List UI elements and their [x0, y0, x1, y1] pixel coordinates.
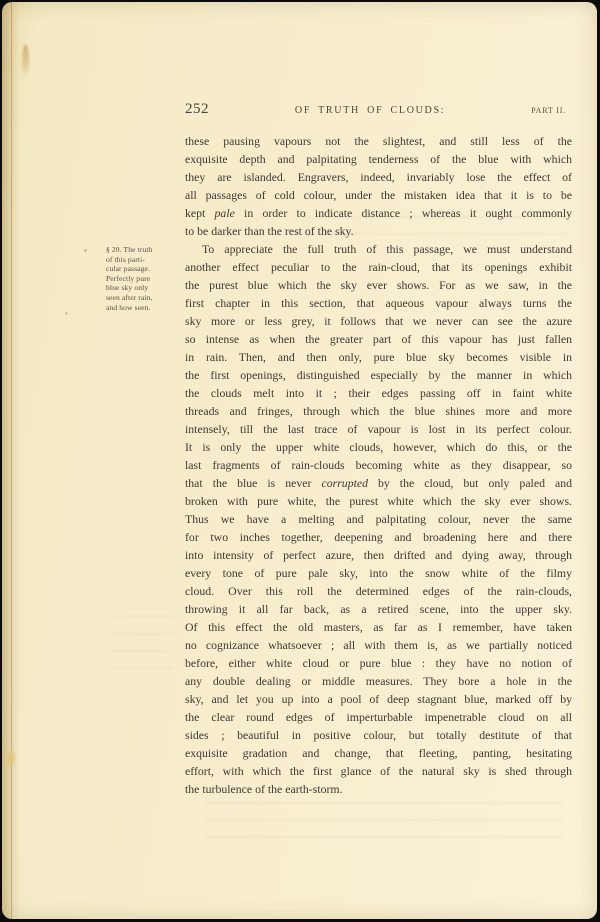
text-line: broken with pure white, the purest white which the sky ever shows.	[185, 494, 572, 508]
text-line: another effect peculiar to the rain-cloud, that its openings exhibit	[185, 260, 572, 274]
text-line: intensely, till the last trace of vapour is lost in its perfect colour.	[185, 422, 572, 436]
text-line: before, either white cloud or pure blue : they have no notion of	[185, 656, 572, 670]
part-label: PART II.	[531, 106, 566, 115]
foxing-speck	[22, 44, 29, 78]
text-line: exquisite gradation and change, that fleeting, panting, hesitating	[185, 746, 572, 760]
text-line: and how seen.	[106, 302, 151, 312]
text-line: § 20. The truth	[106, 245, 153, 254]
text-line: for two inches together, deepening and broadening here and there	[185, 530, 572, 544]
book-page-scan	[2, 2, 597, 919]
text-line: sky, and let you up into a pool of deep stagnant blue, marked off by	[185, 692, 572, 706]
text-line: any double dealing or middle measures. They bore a hole in the	[185, 674, 572, 688]
text-line: threads and fringes, through which the blue shines more and more	[185, 404, 572, 418]
text-line: the purest blue which the sky ever shows. For as we saw, in the	[185, 278, 572, 292]
text-line: cular passage.	[106, 264, 150, 274]
showthrough-smudge	[112, 616, 174, 672]
text-line: into intensity of perfect azure, then drifted and dying away, through	[185, 548, 572, 562]
text-line: the clear round edges of imperturbable impenetrable cloud on all	[185, 710, 572, 724]
text-line: they are islanded. Engravers, indeed, invariably lose the effect of	[185, 170, 572, 184]
page-number: 252	[185, 101, 209, 117]
binding-crease	[11, 2, 12, 919]
text-line: effort, with which the first glance of the natural sky is shed through	[185, 764, 572, 778]
paragraph	[185, 132, 572, 240]
text-line: the turbulence of the earth-storm.	[185, 782, 343, 796]
text-line: sides ; beautiful in positive colour, but totally destitute of that	[185, 728, 572, 742]
text-line: these pausing vapours not the slightest, and still less of the	[185, 134, 572, 148]
text-line: blue sky only	[106, 283, 149, 293]
text-line: first chapter in this section, that aqueous vapour always turns the	[185, 296, 572, 310]
paragraph	[185, 240, 572, 798]
page-header	[185, 101, 572, 118]
text-line: in rain. Then, and then only, pure blue sky becomes visible in	[185, 350, 572, 364]
text-line: seen after rain,	[106, 292, 153, 302]
foxing-speck	[84, 249, 87, 252]
text-line: of this parti-	[106, 254, 145, 264]
text-line: all passages of cold colour, under the mistaken idea that it is to be	[185, 188, 572, 202]
showthrough-smudge	[207, 802, 562, 844]
text-line: so intense as when the greater part of this vapour has just fallen	[185, 332, 572, 346]
foxing-speck	[65, 312, 68, 315]
text-line: To appreciate the full truth of this passage, we must understand	[202, 242, 572, 256]
text-line: to be darker than the rest of the sky.	[185, 224, 354, 238]
margin-note	[106, 245, 184, 312]
text-line: Thus we have a melting and palpitating colour, never the same	[185, 512, 572, 526]
running-title: OF TRUTH OF CLOUDS:	[294, 105, 446, 116]
text-line: the clouds melt into it ; their edges passing off in faint white	[185, 386, 572, 400]
text-line: sky more or less grey, it follows that we never can see the azure	[185, 314, 572, 328]
text-line: kept pale in order to indicate distance ; whereas it ought commonly	[185, 206, 572, 220]
text-line: every tone of pure pale sky, into the snow white of the filmy	[185, 566, 572, 580]
text-line: last fragments of rain-clouds becoming white as they disappear, so	[185, 458, 572, 472]
text-line: Perfectly pure	[106, 273, 151, 283]
body-text	[185, 132, 572, 798]
text-line: Of this effect the old masters, as far as I remember, have taken	[185, 620, 572, 634]
text-line: no cognizance whatsoever ; all with them is, as we partially noticed	[185, 638, 572, 652]
text-line: It is only the upper white clouds, however, which do this, or the	[185, 440, 572, 454]
text-line: throwing it all far back, as a retired scene, into the upper sky.	[185, 602, 572, 616]
text-line: that the blue is never corrupted by the cloud, but only paled and	[185, 476, 572, 490]
text-line: the first openings, distinguished especially by the manner in which	[185, 368, 572, 382]
text-line: cloud. Over this roll the determined edges of the rain-clouds,	[185, 584, 572, 598]
text-line: exquisite depth and palpitating tenderness of the blue with which	[185, 152, 572, 166]
